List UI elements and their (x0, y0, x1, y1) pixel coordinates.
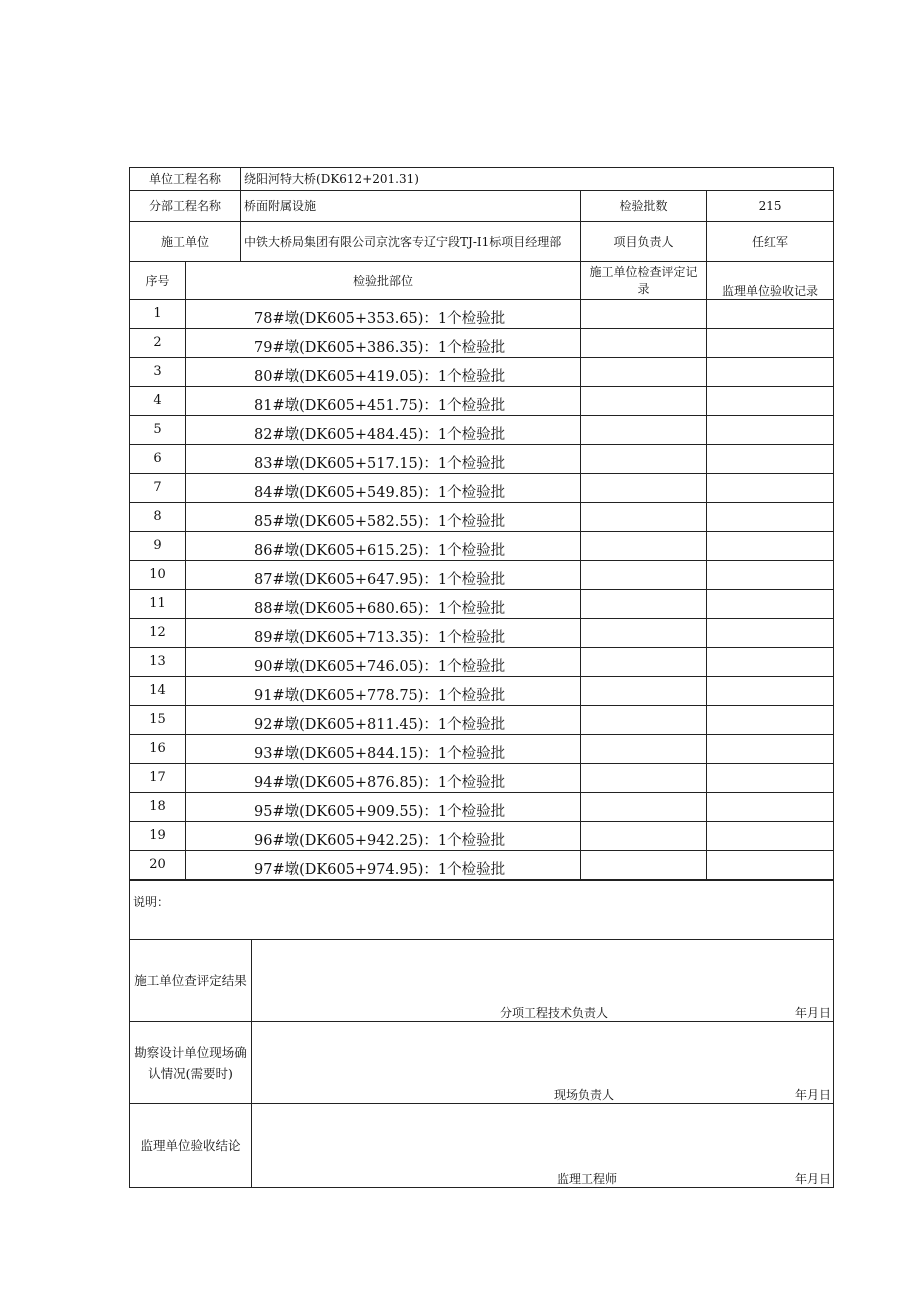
contractor-result-row (130, 940, 834, 1022)
table-row (130, 764, 834, 793)
column-header-row (130, 262, 834, 300)
row-contractor-record (581, 503, 707, 532)
batch-rows (130, 300, 834, 880)
sub-project-row (130, 191, 834, 222)
col-location: 检验批部位 (186, 262, 581, 300)
row-seq: 14 (130, 677, 186, 706)
row-contractor-record (581, 677, 707, 706)
table-row (130, 445, 834, 474)
row-contractor-record (581, 561, 707, 590)
contractor-value: 中铁大桥局集团有限公司京沈客专辽宁段TJ-I1标项目经理部 (241, 222, 581, 262)
row-seq: 12 (130, 619, 186, 648)
row-seq: 5 (130, 416, 186, 445)
row-location: 80#墩(DK605+419.05)：1个检验批 (186, 358, 581, 387)
row-contractor-record (581, 532, 707, 561)
row-location: 88#墩(DK605+680.65)：1个检验批 (186, 590, 581, 619)
table-row (130, 851, 834, 880)
row-contractor-record (581, 648, 707, 677)
row-seq: 19 (130, 822, 186, 851)
design-confirm-date: 年月日 (795, 1088, 832, 1102)
row-seq: 17 (130, 764, 186, 793)
row-contractor-record (581, 387, 707, 416)
row-location: 79#墩(DK605+386.35)：1个检验批 (186, 329, 581, 358)
row-seq: 11 (130, 590, 186, 619)
row-supervisor-record (707, 619, 834, 648)
row-supervisor-record (707, 503, 834, 532)
row-supervisor-record (707, 300, 834, 329)
table-row (130, 619, 834, 648)
row-seq: 10 (130, 561, 186, 590)
col-supervisor-record: 监理单位验收记录 (707, 262, 834, 300)
row-seq: 3 (130, 358, 186, 387)
row-location: 87#墩(DK605+647.95)：1个检验批 (186, 561, 581, 590)
row-seq: 4 (130, 387, 186, 416)
row-location: 92#墩(DK605+811.45)：1个检验批 (186, 706, 581, 735)
contractor-row (130, 222, 834, 262)
row-location: 78#墩(DK605+353.65)：1个检验批 (186, 300, 581, 329)
table-row (130, 677, 834, 706)
row-contractor-record (581, 329, 707, 358)
table-row (130, 416, 834, 445)
contractor-result-date: 年月日 (795, 1006, 832, 1020)
row-location: 90#墩(DK605+746.05)：1个检验批 (186, 648, 581, 677)
row-supervisor-record (707, 590, 834, 619)
row-location: 95#墩(DK605+909.55)：1个检验批 (186, 793, 581, 822)
row-seq: 1 (130, 300, 186, 329)
row-contractor-record (581, 851, 707, 880)
table-row (130, 706, 834, 735)
row-supervisor-record (707, 329, 834, 358)
manager-label: 项目负责人 (581, 222, 707, 262)
row-supervisor-record (707, 851, 834, 880)
row-seq: 20 (130, 851, 186, 880)
row-supervisor-record (707, 445, 834, 474)
row-location: 89#墩(DK605+713.35)：1个检验批 (186, 619, 581, 648)
sub-project-value: 桥面附属设施 (241, 191, 581, 222)
batch-count-value: 215 (707, 191, 834, 222)
row-contractor-record (581, 358, 707, 387)
batch-count-label: 检验批数 (581, 191, 707, 222)
table-row (130, 793, 834, 822)
unit-project-value: 绕阳河特大桥(DK612+201.31) (241, 168, 834, 191)
unit-project-row (130, 168, 834, 191)
design-confirm-signer: 现场负责人 (554, 1088, 615, 1102)
table-row (130, 387, 834, 416)
row-seq: 6 (130, 445, 186, 474)
row-supervisor-record (707, 532, 834, 561)
design-confirm-label: 勘察设计单位现场确认情况(需要时) (130, 1022, 252, 1104)
supervisor-result-row (130, 1104, 834, 1188)
inspection-summary-form (129, 167, 833, 1188)
row-supervisor-record (707, 561, 834, 590)
col-seq: 序号 (130, 262, 186, 300)
table-row (130, 822, 834, 851)
row-supervisor-record (707, 764, 834, 793)
row-location: 84#墩(DK605+549.85)：1个检验批 (186, 474, 581, 503)
contractor-result-signer: 分项工程技术负责人 (500, 1006, 609, 1020)
row-location: 93#墩(DK605+844.15)：1个检验批 (186, 735, 581, 764)
table-row (130, 358, 834, 387)
row-contractor-record (581, 474, 707, 503)
row-contractor-record (581, 793, 707, 822)
row-supervisor-record (707, 706, 834, 735)
table-row (130, 590, 834, 619)
row-seq: 16 (130, 735, 186, 764)
row-contractor-record (581, 822, 707, 851)
table-row (130, 561, 834, 590)
header-table (129, 167, 834, 880)
row-contractor-record (581, 619, 707, 648)
row-contractor-record (581, 416, 707, 445)
row-supervisor-record (707, 648, 834, 677)
row-contractor-record (581, 445, 707, 474)
supervisor-result-cell (252, 1104, 834, 1188)
table-row (130, 300, 834, 329)
row-supervisor-record (707, 474, 834, 503)
row-seq: 18 (130, 793, 186, 822)
row-seq: 15 (130, 706, 186, 735)
table-row (130, 648, 834, 677)
supervisor-result-label: 监理单位验收结论 (130, 1104, 252, 1188)
unit-project-label: 单位工程名称 (130, 168, 241, 191)
row-supervisor-record (707, 677, 834, 706)
row-seq: 2 (130, 329, 186, 358)
table-row (130, 503, 834, 532)
row-contractor-record (581, 300, 707, 329)
row-contractor-record (581, 735, 707, 764)
footer-table (129, 880, 834, 1188)
row-location: 83#墩(DK605+517.15)：1个检验批 (186, 445, 581, 474)
row-contractor-record (581, 764, 707, 793)
col-contractor-record: 施工单位检查评定记录 (581, 262, 707, 300)
row-contractor-record (581, 590, 707, 619)
table-row (130, 474, 834, 503)
row-seq: 13 (130, 648, 186, 677)
table-row (130, 735, 834, 764)
table-row (130, 329, 834, 358)
row-location: 82#墩(DK605+484.45)：1个检验批 (186, 416, 581, 445)
row-supervisor-record (707, 416, 834, 445)
row-seq: 9 (130, 532, 186, 561)
row-location: 96#墩(DK605+942.25)：1个检验批 (186, 822, 581, 851)
row-supervisor-record (707, 358, 834, 387)
manager-value: 任红军 (707, 222, 834, 262)
row-seq: 8 (130, 503, 186, 532)
row-location: 86#墩(DK605+615.25)：1个检验批 (186, 532, 581, 561)
row-supervisor-record (707, 793, 834, 822)
contractor-result-cell (252, 940, 834, 1022)
row-supervisor-record (707, 735, 834, 764)
notes-label: 说明： (130, 881, 834, 940)
table-row (130, 532, 834, 561)
row-location: 81#墩(DK605+451.75)：1个检验批 (186, 387, 581, 416)
notes-row (130, 881, 834, 940)
row-location: 91#墩(DK605+778.75)：1个检验批 (186, 677, 581, 706)
row-supervisor-record (707, 822, 834, 851)
design-confirm-cell (252, 1022, 834, 1104)
row-location: 85#墩(DK605+582.55)：1个检验批 (186, 503, 581, 532)
row-seq: 7 (130, 474, 186, 503)
design-confirm-row (130, 1022, 834, 1104)
contractor-result-label: 施工单位查评定结果 (130, 940, 252, 1022)
supervisor-result-signer: 监理工程师 (557, 1172, 618, 1186)
contractor-label: 施工单位 (130, 222, 241, 262)
row-location: 94#墩(DK605+876.85)：1个检验批 (186, 764, 581, 793)
row-location: 97#墩(DK605+974.95)：1个检验批 (186, 851, 581, 880)
supervisor-result-date: 年月日 (795, 1172, 832, 1186)
sub-project-label: 分部工程名称 (130, 191, 241, 222)
row-contractor-record (581, 706, 707, 735)
row-supervisor-record (707, 387, 834, 416)
